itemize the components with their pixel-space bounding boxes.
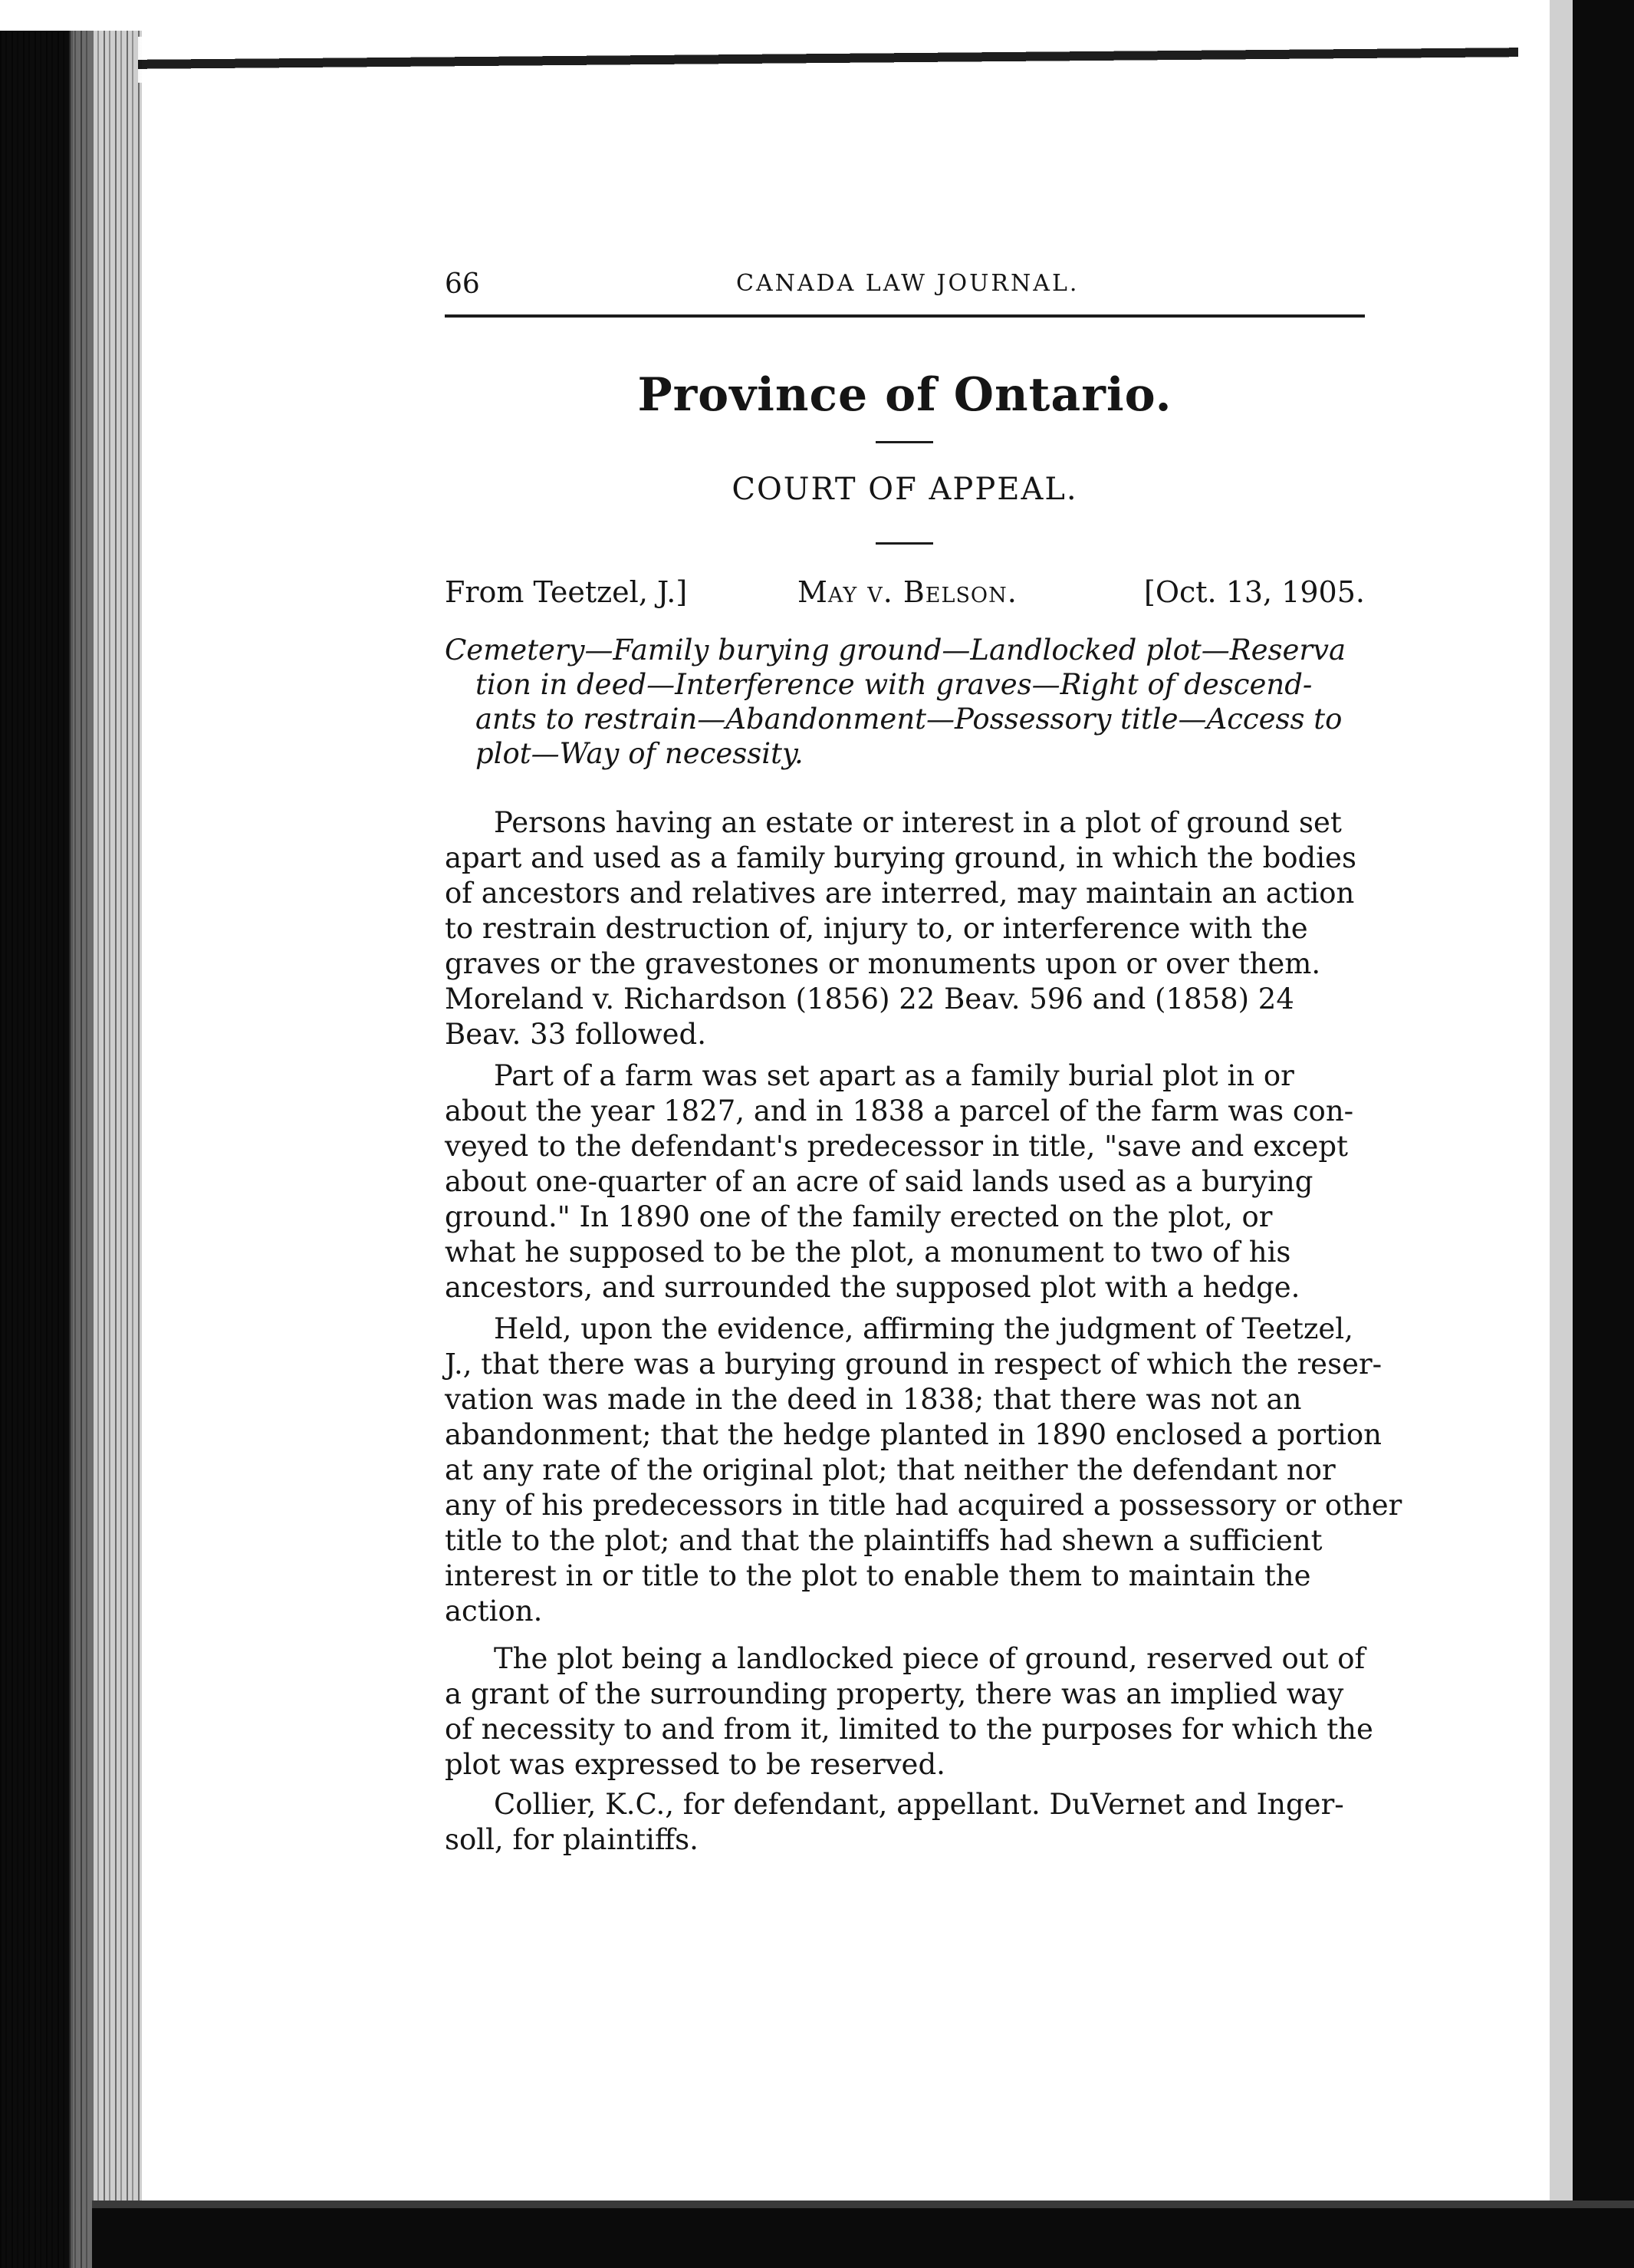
text-line: ground." In 1890 one of the family erected on the plot, or xyxy=(445,1200,1273,1233)
text-line: about the year 1827, and in 1838 a parcel of the farm was con- xyxy=(445,1094,1354,1127)
case-date: [Oct. 13, 1905. xyxy=(1144,575,1365,609)
text-line: title to the plot; and that the plaintiffs had shewn a sufficient xyxy=(445,1524,1323,1557)
text-line: of ancestors and relatives are interred, may maintain an action xyxy=(445,877,1355,910)
text-line: plot was expressed to be reserved. xyxy=(445,1748,945,1781)
headnote-line: plot—Way of necessity. xyxy=(475,737,804,770)
paragraph-3 xyxy=(445,1312,1402,1629)
counsel-line: soll, for plaintiffs. xyxy=(445,1823,699,1856)
counsel-line: Collier, K.C., for defendant, appellant. DuVernet and Inger- xyxy=(494,1788,1344,1821)
text-line: any of his predecessors in title had acquired a possessory or other xyxy=(445,1489,1402,1522)
text-line: to restrain destruction of, injury to, or interference with the xyxy=(445,912,1308,945)
text-line: ancestors, and surrounded the supposed plot with a hedge. xyxy=(445,1271,1300,1304)
divider xyxy=(876,542,933,545)
header-rule xyxy=(445,314,1365,318)
text-line: veyed to the defendant's predecessor in title, "save and except xyxy=(445,1130,1348,1163)
text-line: abandonment; that the hedge planted in 1890 enclosed a portion xyxy=(445,1418,1382,1451)
text-line: a grant of the surrounding property, there was an implied way xyxy=(445,1677,1344,1710)
text-line: J., that there was a burying ground in respect of which the reser- xyxy=(445,1348,1382,1381)
paragraph-2 xyxy=(445,1058,1365,1305)
case-caption xyxy=(445,575,1365,614)
text-line: what he supposed to be the plot, a monument to two of his xyxy=(445,1236,1291,1269)
text-line: Persons having an estate or interest in a plot of ground set xyxy=(494,806,1342,839)
text-line: interest in or title to the plot to enable them to maintain the xyxy=(445,1559,1311,1592)
text-line: The plot being a landlocked piece of ground, reserved out of xyxy=(494,1642,1366,1675)
text-line: apart and used as a family burying ground, in which the bodies xyxy=(445,841,1356,874)
counsel-note xyxy=(445,1787,1365,1858)
headnote-line: ants to restrain—Abandonment—Possessory title—Access to xyxy=(475,703,1343,736)
paragraph-4 xyxy=(445,1641,1373,1782)
case-from: From Teetzel, J.] xyxy=(445,575,688,609)
text-line: at any rate of the original plot; that neither the defendant nor xyxy=(445,1453,1336,1486)
headnote xyxy=(445,633,1365,771)
text-line: of necessity to and from it, limited to the purposes for which the xyxy=(445,1713,1373,1746)
text-line: vation was made in the deed in 1838; that there was not an xyxy=(445,1383,1302,1416)
text-line: Held, upon the evidence, affirming the judgment of Teetzel, xyxy=(494,1312,1353,1345)
text-line: Moreland v. Richardson (1856) 22 Beav. 596 and (1858) 24 xyxy=(445,983,1294,1015)
text-line: about one-quarter of an acre of said lands used as a burying xyxy=(445,1165,1313,1198)
text-line: Beav. 33 followed. xyxy=(445,1018,706,1051)
case-name: May v. Belson. xyxy=(797,575,1018,609)
headnote-line: tion in deed—Interference with graves—Right of descend- xyxy=(475,668,1313,701)
running-header xyxy=(445,268,1365,314)
running-title: CANADA LAW JOURNAL. xyxy=(736,270,1080,297)
section-heading: Province of Ontario. xyxy=(637,368,1172,422)
text-line: action. xyxy=(445,1595,543,1628)
divider xyxy=(876,441,933,443)
text-line: Part of a farm was set apart as a family burial plot in or xyxy=(494,1059,1294,1092)
paragraph-1 xyxy=(445,805,1365,1052)
headnote-line: Cemetery—Family burying ground—Landlocked plot—Reserva xyxy=(445,634,1346,667)
court-heading: COURT OF APPEAL. xyxy=(732,472,1078,507)
page-number: 66 xyxy=(445,268,480,300)
text-line: graves or the gravestones or monuments upon or over them. xyxy=(445,947,1321,980)
